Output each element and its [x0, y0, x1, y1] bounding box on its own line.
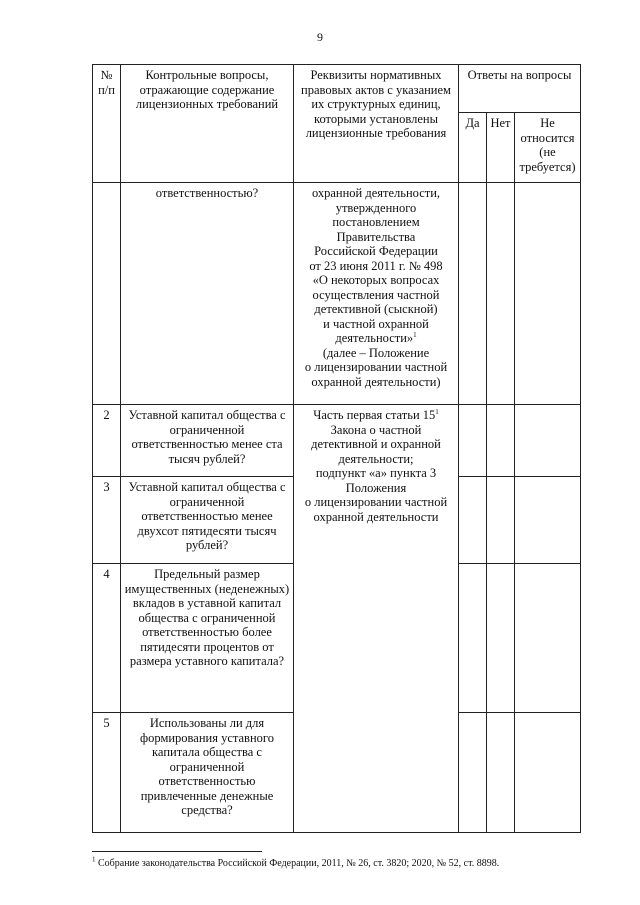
row-num: 3 [93, 477, 121, 564]
ref-line: (далее – Положение [322, 345, 430, 360]
ref-line: охранной деятельности [313, 509, 439, 524]
ref-line: подпункт «а» пункта 3 [315, 466, 437, 480]
cont-row-num [93, 183, 121, 405]
answer-no-cell[interactable] [487, 477, 515, 564]
header-no: Нет [487, 113, 515, 183]
ref-line [297, 331, 455, 346]
cont-row-question: ответственностью? [121, 183, 294, 405]
header-answers: Ответы на вопросы [459, 65, 581, 113]
ref-line-text: деятельности» [335, 331, 414, 345]
footnote-marker: 1 [92, 855, 96, 864]
cont-row-refs [294, 183, 459, 405]
ref-line: о лицензировании частной [304, 495, 448, 509]
header-num: № п/п [93, 65, 121, 183]
ref-line: охранной деятельности) [311, 374, 441, 389]
ref-line: осуществления частной [312, 287, 440, 302]
row-question: Уставной капитал общества с ограниченной ответственностью менее ста тысяч рублей? [121, 405, 294, 477]
header-not-applicable: Не относится (не требуется) [515, 113, 581, 183]
ref-line: от 23 июня 2011 г. № 498 [309, 258, 443, 273]
ref-line: Правительства [336, 229, 416, 244]
answer-yes-cell[interactable] [459, 405, 487, 477]
row-num: 5 [93, 713, 121, 833]
answer-yes-cell[interactable] [459, 477, 487, 564]
footnote [92, 855, 500, 869]
ref-line: Положения [345, 480, 407, 495]
row-num: 4 [93, 564, 121, 713]
answer-na-cell[interactable] [515, 405, 581, 477]
ref-line: Закона о частной [330, 422, 422, 437]
row-question: Уставной капитал общества с ограниченной ответственностью менее двухсот пятидесяти тысяч рублей? [121, 477, 294, 564]
answer-na-cell[interactable] [515, 713, 581, 833]
ref-line: детективной и охранной [311, 437, 441, 451]
ref-line: Российской Федерации [314, 244, 438, 258]
ref-line: утвержденного [335, 200, 417, 215]
row-question: Предельный размер имущественных (неденежных) вкладов в уставной капитал общества с ограниченной ответственностью более пятидесяти процентов от размера уставного капитала? [121, 564, 294, 713]
answer-yes-cell[interactable] [459, 564, 487, 713]
page-number: 9 [317, 30, 323, 44]
header-question: Контрольные вопросы, отражающие содержание лицензионных требований [121, 65, 294, 183]
ref-line [297, 408, 455, 423]
answer-no-cell[interactable] [487, 564, 515, 713]
ref-line: «О некоторых вопросах [312, 273, 440, 287]
row-question: Использованы ли для формирования уставного капитала общества с ограниченной ответственностью привлеченные денежные средства? [121, 713, 294, 833]
footnote-divider [92, 851, 262, 852]
row-num: 2 [93, 405, 121, 477]
answer-no-cell[interactable] [487, 713, 515, 833]
footnote-marker: 1 [413, 330, 417, 339]
answer-no-cell[interactable] [487, 183, 515, 405]
ref-line: деятельности; [338, 451, 414, 466]
answer-na-cell[interactable] [515, 564, 581, 713]
answer-na-cell[interactable] [515, 477, 581, 564]
answer-yes-cell[interactable] [459, 183, 487, 405]
header-refs: Реквизиты нормативных правовых актов с указанием их структурных единиц, которыми установлены лицензионные требования [294, 65, 459, 183]
footnote-text: Собрание законодательства Российской Федерации, 2011, № 26, ст. 3820; 2020, № 52, ст. 8898. [98, 858, 500, 869]
license-checklist-table [92, 64, 581, 833]
answer-yes-cell[interactable] [459, 713, 487, 833]
ref-line: постановлением [332, 215, 420, 229]
header-yes: Да [459, 113, 487, 183]
footnote-marker: 1 [435, 407, 439, 416]
ref-line: детективной (сыскной) [314, 302, 438, 316]
ref-line: о лицензировании частной [304, 360, 448, 374]
ref-line: и частной охранной [323, 316, 429, 331]
answer-na-cell[interactable] [515, 183, 581, 405]
ref-line-text: Часть первая статьи 15 [313, 408, 436, 422]
answer-no-cell[interactable] [487, 405, 515, 477]
merged-refs [294, 405, 459, 833]
ref-line: охранной деятельности, [311, 186, 441, 200]
